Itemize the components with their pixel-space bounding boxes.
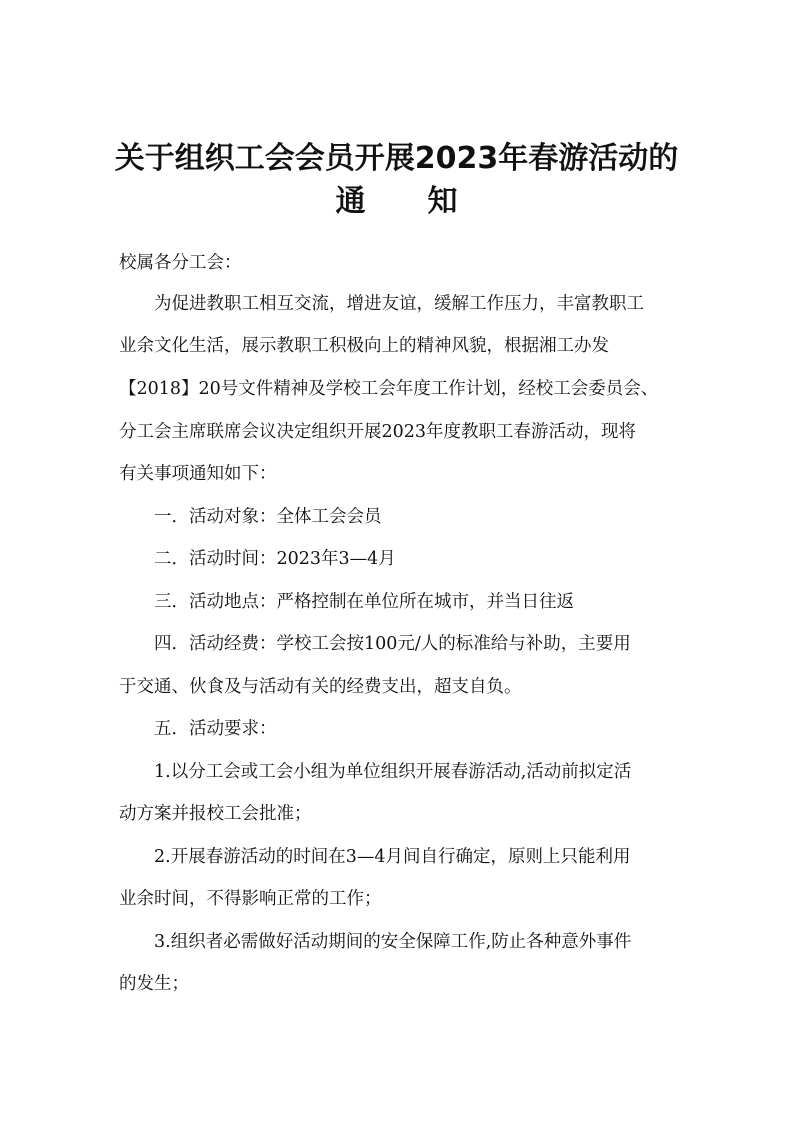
- title-char-zhi: 知: [427, 184, 458, 219]
- item-requirements: 五．活动要求：: [154, 719, 277, 739]
- requirement-1: 1.以分工会或工会小组为单位组织开展春游活动,活动前拟定活: [154, 762, 632, 782]
- salutation: 校属各分工会：: [119, 253, 242, 273]
- intro-line-5: 有关事项通知如下：: [119, 464, 277, 484]
- item-funding-cont: 于交通、伙食及与活动有关的经费支出，超支自负。: [119, 677, 522, 697]
- intro-line-2: 业余文化生活，展示教职工积极向上的精神风貌，根据湘工办发: [119, 336, 609, 356]
- requirement-3: 3.组织者必需做好活动期间的安全保障工作,防止各种意外事件: [154, 932, 632, 952]
- title-char-tong: 通: [335, 184, 366, 219]
- notice-title-line2: [0, 182, 793, 222]
- requirement-1-cont: 动方案并报校工会批准；: [119, 804, 312, 824]
- intro-line-3: 【2018】20号文件精神及学校工会年度工作计划，经校工会委员会、: [119, 379, 659, 399]
- requirement-3-cont: 的发生；: [119, 974, 189, 994]
- intro-line-4: 分工会主席联席会议决定组织开展2023年度教职工春游活动，现将: [119, 422, 637, 442]
- requirement-2: 2.开展春游活动的时间在3—4月间自行确定，原则上只能利用: [154, 847, 631, 867]
- item-location: 三．活动地点：严格控制在单位所在城市，并当日往返: [154, 592, 574, 612]
- item-time: 二．活动时间：2023年3—4月: [154, 549, 396, 569]
- notice-title-line1: 关于组织工会会员开展2023年春游活动的: [114, 141, 679, 176]
- intro-line-1: 为促进教职工相互交流，增进友谊，缓解工作压力，丰富教职工: [154, 294, 644, 314]
- item-funding: 四．活动经费：学校工会按100元/人的标准给与补助，主要用: [154, 634, 631, 654]
- requirement-2-cont: 业余时间，不得影响正常的工作；: [119, 889, 382, 909]
- item-target: 一．活动对象：全体工会会员: [154, 507, 382, 527]
